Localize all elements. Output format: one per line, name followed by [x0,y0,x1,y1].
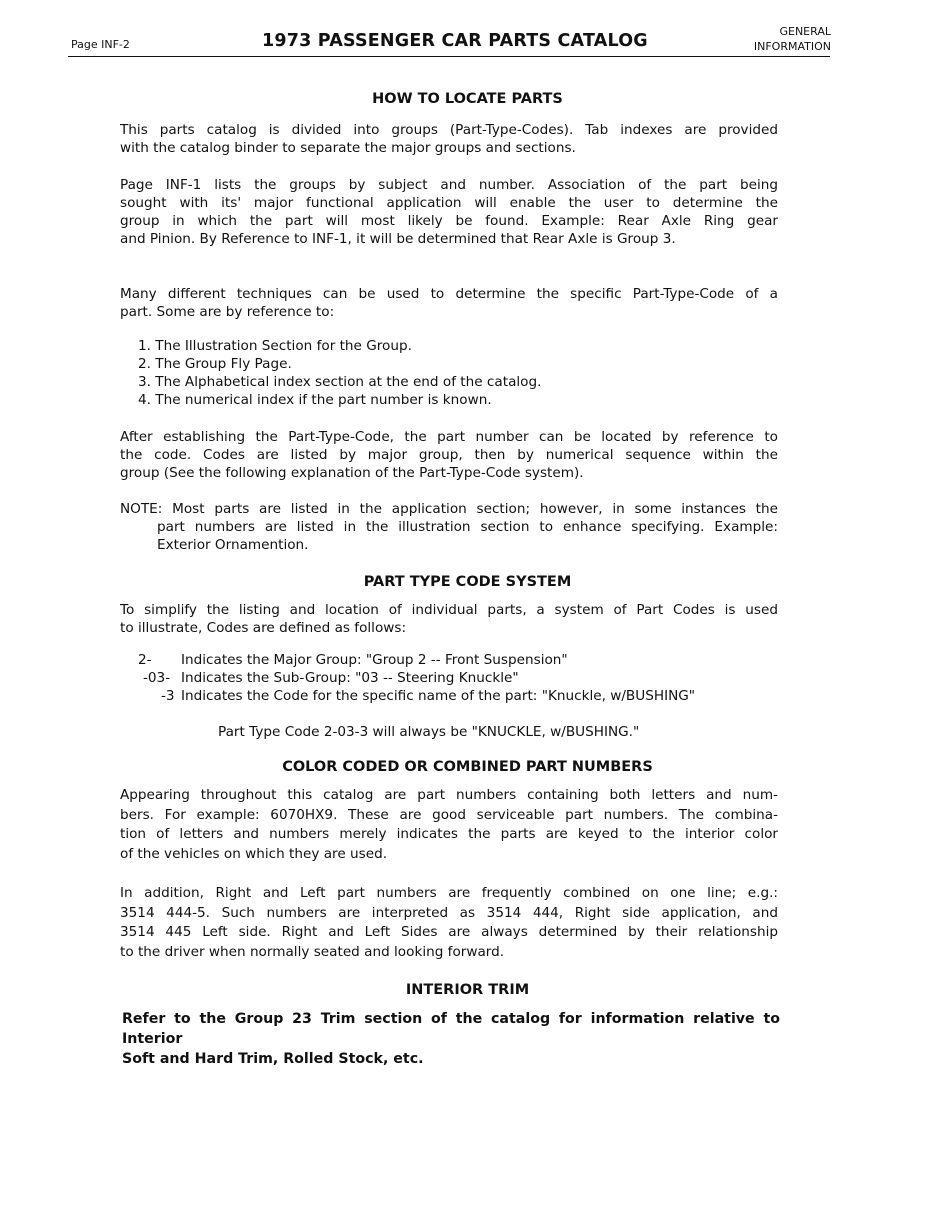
section-label [754,24,831,54]
paragraph-line: sought with its' major functional application will enable the user to determine the [120,195,778,211]
paragraph-line: part. Some are by reference to: [120,304,335,320]
paragraph-line: bers. For example: 6070HX9. These are good serviceable part numbers. The combina- [120,806,778,823]
heading-interior-trim: INTERIOR TRIM [405,982,530,998]
paragraph-line: Exterior Ornamention. [157,537,309,553]
section-label-line1: GENERAL [779,25,831,38]
paragraph-line: group (See the following explanation of the Part-Type-Code system). [120,465,584,481]
heading-part-type-code: PART TYPE CODE SYSTEM [363,574,572,590]
paragraph-line: to the driver when normally seated and looking forward. [120,943,505,960]
paragraph-intro [120,121,778,157]
heading-how-to-locate: HOW TO LOCATE PARTS [372,91,563,107]
code-label: 2- [138,652,152,668]
code-description: Indicates the Major Group: "Group 2 -- Front Suspension" [181,652,568,668]
paragraph-techniques [120,285,778,321]
list-item: 2. The Group Fly Page. [138,356,292,372]
paragraph-line: To simplify the listing and location of individual parts, a system of Part Codes is used [120,602,778,618]
code-description: Indicates the Code for the specific name of the part: "Knuckle, w/BUSHING" [181,688,696,704]
paragraph-right-left [120,884,778,962]
code-label: -3 [161,688,175,704]
paragraph-line: with the catalog binder to separate the major groups and sections. [120,140,576,156]
paragraph-simplify [120,601,778,637]
paragraph-line: the code. Codes are listed by major group, then by numerical sequence within the [120,447,778,463]
paragraph-line: Many different techniques can be used to determine the specific Part-Type-Code of a [120,286,778,302]
paragraph-line: Refer to the Group 23 Trim section of the catalog for information relative to Interior [122,1011,780,1047]
list-item: 4. The numerical index if the part number is known. [138,392,492,408]
code-label: -03- [143,670,171,686]
paragraph-line: Appearing throughout this catalog are part numbers containing both letters and num- [120,787,778,803]
paragraph-inf1 [120,176,778,248]
paragraph-after-establishing [120,428,778,482]
paragraph-color-coded [120,786,778,864]
paragraph-line: In addition, Right and Left part numbers are frequently combined on one line; e.g.: [120,885,778,901]
paragraph-line: of the vehicles on which they are used. [120,845,388,862]
list-item: 3. The Alphabetical index section at the end of the catalog. [138,374,542,390]
list-item: 1. The Illustration Section for the Group. [138,338,412,354]
code-description: Indicates the Sub-Group: "03 -- Steering Knuckle" [181,670,519,686]
paragraph-line: After establishing the Part-Type-Code, the part number can be located by reference to [120,429,778,445]
section-label-line2: INFORMATION [753,40,831,53]
paragraph-line: Page INF-1 lists the groups by subject and number. Association of the part being [120,177,778,193]
heading-color-coded: COLOR CODED OR COMBINED PART NUMBERS [282,759,653,775]
paragraph-interior-trim [122,1009,780,1069]
paragraph-line: part numbers are listed in the illustration section to enhance specifying. Example: [157,519,778,535]
paragraph-line: 3514 445 Left side. Right and Left Sides are always determined by their relationship [120,924,778,940]
paragraph-line: 3514 444-5. Such numbers are interpreted as 3514 444, Right side application, and [120,904,778,921]
paragraph-line: tion of letters and numbers merely indicates the parts are keyed to the interior color [120,826,778,842]
paragraph-line: to illustrate, Codes are defined as follows: [120,620,407,636]
catalog-title: 1973 PASSENGER CAR PARTS CATALOG [262,31,648,51]
paragraph-line: Soft and Hard Trim, Rolled Stock, etc. [122,1051,424,1067]
paragraph-line: and Pinion. By Reference to INF-1, it will be determined that Rear Axle is Group 3. [120,231,676,247]
code-summary: Part Type Code 2-03-3 will always be "KNUCKLE, w/BUSHING." [218,724,640,740]
paragraph-line: This parts catalog is divided into groups (Part-Type-Codes). Tab indexes are provided [120,122,778,138]
paragraph-line: group in which the part will most likely be found. Example: Rear Axle Ring gear [120,213,778,229]
paragraph-line: NOTE: Most parts are listed in the application section; however, in some instances the [120,501,778,517]
page-number-label: Page INF-2 [71,38,130,51]
header-divider [68,56,830,57]
note-paragraph [120,500,778,554]
